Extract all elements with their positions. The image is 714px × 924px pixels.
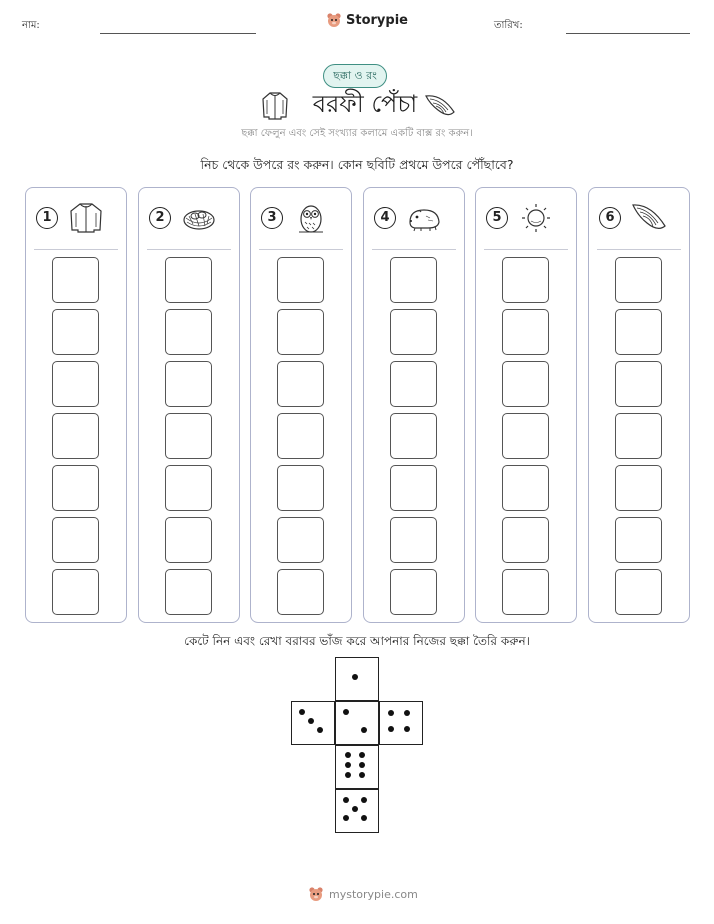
- color-box[interactable]: [165, 413, 212, 459]
- color-box[interactable]: [502, 309, 549, 355]
- color-box[interactable]: [52, 465, 99, 511]
- color-box[interactable]: [390, 517, 437, 563]
- color-box[interactable]: [615, 465, 662, 511]
- dice-pip: [359, 772, 365, 778]
- color-box[interactable]: [165, 517, 212, 563]
- brand-logo: [326, 12, 408, 28]
- dice-pip: [361, 797, 367, 803]
- color-box[interactable]: [502, 569, 549, 615]
- color-box[interactable]: [52, 517, 99, 563]
- wing-icon: [424, 92, 456, 120]
- dice-pip: [361, 815, 367, 821]
- color-box[interactable]: [52, 361, 99, 407]
- dice-pip: [361, 727, 367, 733]
- dice-pip: [343, 709, 349, 715]
- color-box[interactable]: [52, 413, 99, 459]
- dice-face-2: [335, 701, 379, 745]
- color-box[interactable]: [502, 361, 549, 407]
- dice-face-5: [335, 789, 379, 833]
- column-divider: [372, 249, 456, 250]
- lemming-icon: [406, 202, 442, 234]
- column-divider: [147, 249, 231, 250]
- category-tag: ছক্কা ও রং: [323, 64, 387, 88]
- dice-pip: [388, 710, 394, 716]
- color-box[interactable]: [277, 309, 324, 355]
- dice-pip: [388, 726, 394, 732]
- footer: [308, 886, 418, 902]
- color-box[interactable]: [615, 309, 662, 355]
- color-box[interactable]: [277, 517, 324, 563]
- color-box[interactable]: [52, 569, 99, 615]
- column-2: [138, 187, 240, 623]
- column-6: [588, 187, 690, 623]
- dice-pip: [352, 806, 358, 812]
- date-line: [566, 33, 690, 34]
- nest-icon: [181, 202, 217, 234]
- dice-pip: [345, 752, 351, 758]
- color-box[interactable]: [390, 309, 437, 355]
- color-box[interactable]: [390, 257, 437, 303]
- color-box[interactable]: [615, 569, 662, 615]
- dice-face-6: [335, 745, 379, 789]
- color-box[interactable]: [390, 569, 437, 615]
- column-number: 2: [149, 207, 171, 229]
- instructions: ছক্কা ফেলুন এবং সেই সংখ্যার কলামে একটি বাক্স রং করুন।: [241, 128, 473, 139]
- column-divider: [484, 249, 568, 250]
- color-box[interactable]: [165, 257, 212, 303]
- column-1: [25, 187, 127, 623]
- color-box[interactable]: [502, 257, 549, 303]
- color-box[interactable]: [502, 413, 549, 459]
- color-box[interactable]: [615, 517, 662, 563]
- dice-pip: [359, 762, 365, 768]
- color-box[interactable]: [502, 517, 549, 563]
- color-box[interactable]: [390, 361, 437, 407]
- name-label: নাম:: [22, 20, 40, 31]
- bear-logo-icon: [326, 12, 342, 28]
- color-box[interactable]: [277, 361, 324, 407]
- color-box[interactable]: [277, 257, 324, 303]
- dice-pip: [343, 797, 349, 803]
- dice-pip: [299, 709, 305, 715]
- color-box[interactable]: [165, 309, 212, 355]
- column-divider: [597, 249, 681, 250]
- color-box[interactable]: [615, 413, 662, 459]
- dice-pip: [345, 762, 351, 768]
- dice-face-1: [335, 657, 379, 701]
- wing-icon: [631, 202, 667, 234]
- column-number: 1: [36, 207, 58, 229]
- column-number: 4: [374, 207, 396, 229]
- page-title: বরফী পেঁচা: [312, 90, 418, 118]
- dice-face-4: [379, 701, 423, 745]
- date-label: তারিখ:: [494, 20, 523, 31]
- column-4: [363, 187, 465, 623]
- sun-icon: [518, 202, 554, 234]
- column-number: 5: [486, 207, 508, 229]
- column-number: 6: [599, 207, 621, 229]
- footer-url[interactable]: mystorypie.com: [329, 887, 418, 901]
- color-box[interactable]: [615, 257, 662, 303]
- bear-logo-icon: [308, 886, 324, 902]
- color-box[interactable]: [165, 361, 212, 407]
- owl-icon: [293, 202, 329, 234]
- dice-pip: [404, 710, 410, 716]
- color-box[interactable]: [502, 465, 549, 511]
- color-box[interactable]: [52, 257, 99, 303]
- color-box[interactable]: [277, 413, 324, 459]
- color-box[interactable]: [277, 569, 324, 615]
- column-divider: [34, 249, 118, 250]
- dice-pip: [345, 772, 351, 778]
- brand-name: Storypie: [346, 12, 408, 28]
- question: নিচ থেকে উপরে রং করুন। কোন ছবিটি প্রথমে উপরে পৌঁছাবে?: [200, 157, 514, 172]
- column-5: [475, 187, 577, 623]
- dice-pip: [404, 726, 410, 732]
- dice-pip: [343, 815, 349, 821]
- dice-face-3: [291, 701, 335, 745]
- column-3: [250, 187, 352, 623]
- color-box[interactable]: [165, 569, 212, 615]
- color-box[interactable]: [390, 413, 437, 459]
- color-box[interactable]: [165, 465, 212, 511]
- coat-icon: [260, 90, 290, 122]
- color-box[interactable]: [390, 465, 437, 511]
- column-divider: [259, 249, 343, 250]
- name-line: [100, 33, 256, 34]
- dice-pip: [352, 674, 358, 680]
- column-number: 3: [261, 207, 283, 229]
- dice-pip: [359, 752, 365, 758]
- cut-instruction: কেটে নিন এবং রেখা বরাবর ভাঁজ করে আপনার নিজের ছক্কা তৈরি করুন।: [184, 634, 530, 648]
- color-box[interactable]: [277, 465, 324, 511]
- coat-icon: [68, 202, 104, 234]
- dice-pip: [308, 718, 314, 724]
- color-box[interactable]: [615, 361, 662, 407]
- dice-pip: [317, 727, 323, 733]
- color-box[interactable]: [52, 309, 99, 355]
